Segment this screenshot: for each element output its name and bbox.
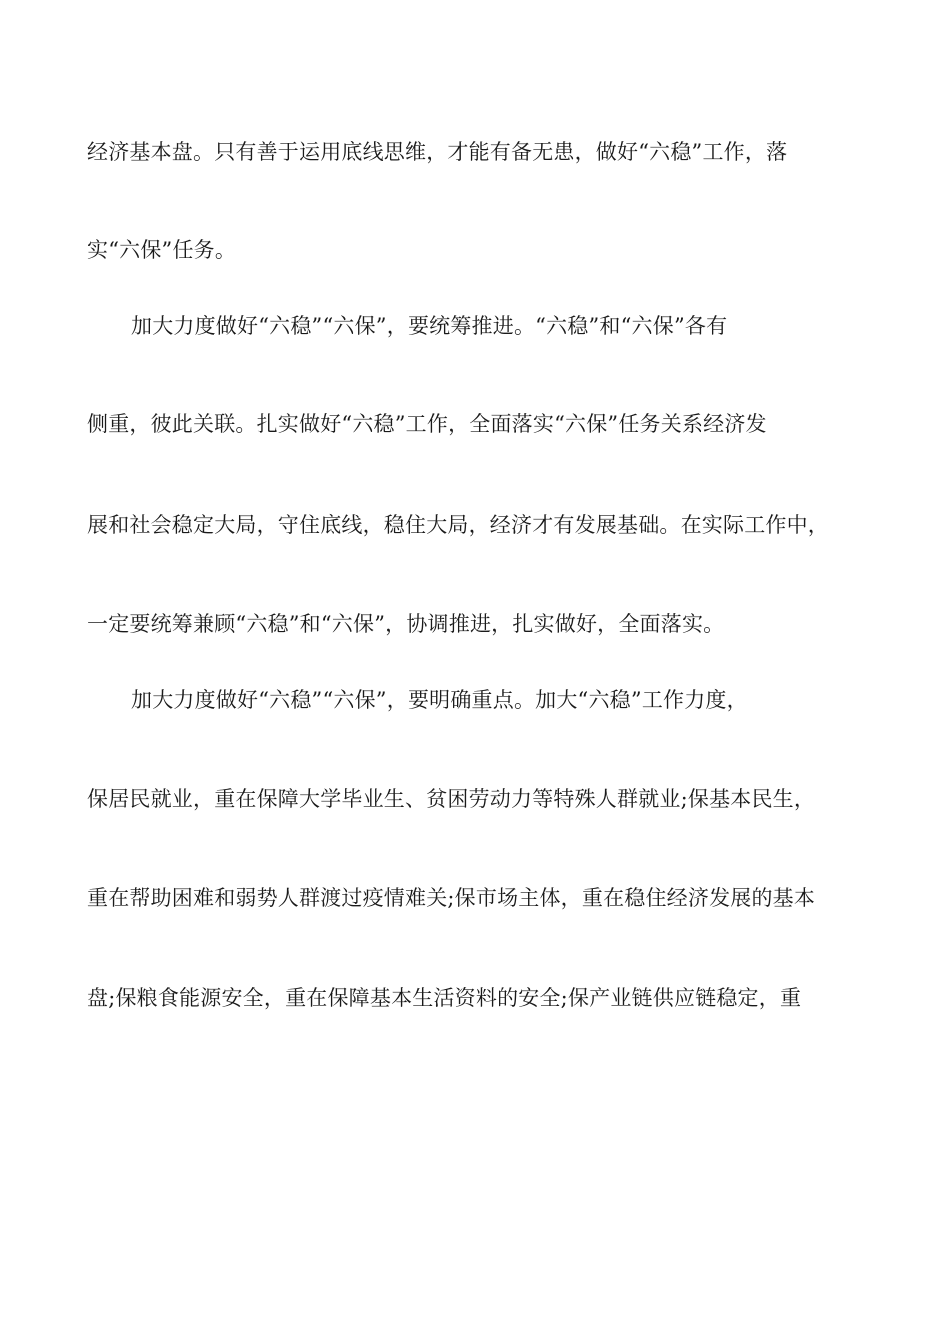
text-line-6: 一定要统筹兼顾“六稳”和“六保”，协调推进，扎实做好，全面落实。: [87, 612, 725, 636]
text-line-8: 保居民就业，重在保障大学毕业生、贫困劳动力等特殊人群就业;保基本民生，: [87, 787, 816, 811]
text-line-9: 重在帮助困难和弱势人群渡过疫情难关;保市场主体，重在稳住经济发展的基本: [87, 886, 816, 910]
text-line-2: 实“六保”任务。: [87, 238, 237, 262]
paragraph-start-line-7: 加大力度做好“六稳”“六保”，要明确重点。加大“六稳”工作力度，: [131, 688, 748, 712]
text-line-5: 展和社会稳定大局，守住底线，稳住大局，经济才有发展基础。在实际工作中，: [87, 513, 829, 537]
paragraph-start-line-3: 加大力度做好“六稳”“六保”，要统筹推进。“六稳”和“六保”各有: [131, 314, 728, 338]
text-line-10: 盘;保粮食能源安全，重在保障基本生活资料的安全;保产业链供应链稳定，重: [87, 986, 802, 1010]
text-line-4: 侧重，彼此关联。扎实做好“六稳”工作，全面落实“六保”任务关系经济发: [87, 412, 767, 436]
text-line-1: 经济基本盘。只有善于运用底线思维，才能有备无患，做好“六稳”工作，落: [87, 140, 788, 164]
